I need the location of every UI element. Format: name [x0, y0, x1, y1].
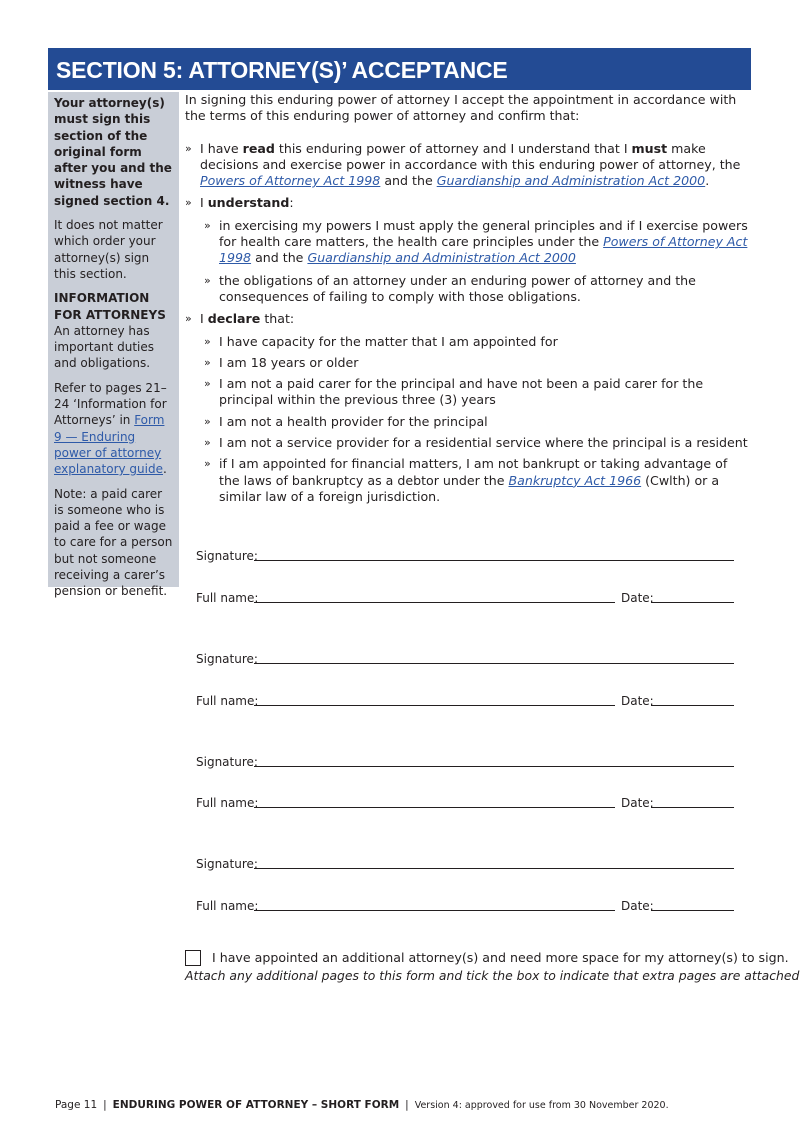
understand-item: » I understand:	[185, 195, 294, 211]
declare-subitem: » I am 18 years or older	[204, 354, 359, 370]
chevron-icon: »	[204, 334, 211, 348]
additional-attorney-label: I have appointed an additional attorney(s) and need more space for my attorney(s) to sign.	[212, 950, 789, 965]
version-text: Version 4: approved for use from 30 November 2020.	[414, 1100, 669, 1111]
fullname-field[interactable]: Full name: Date:	[196, 589, 734, 605]
sidebar-refer-note: Refer to pages 21–24 ‘Information for Attorneys’ in Form 9 — Enduring power of attorney explanatory guide.	[54, 380, 167, 477]
declare-item: » I declare that:	[185, 311, 295, 327]
date-label: Date:	[621, 591, 654, 605]
date-field[interactable]	[651, 807, 734, 808]
chevron-icon: »	[204, 273, 211, 287]
guardianship-act-link[interactable]: Guardianship and Administration Act 2000	[307, 250, 576, 266]
signature-field[interactable]: Signature:	[196, 650, 734, 666]
chevron-icon: »	[204, 218, 211, 232]
read-item: » I have read this enduring power of attorney and I understand that I must make decisions and exercise power in accordance with this enduring power of attorney, the Powers of Attorney Act 1998 and the Guardianship and Administration Act 2000.	[185, 140, 741, 189]
bankruptcy-act-link[interactable]: Bankruptcy Act 1966	[508, 472, 642, 488]
chevron-icon: »	[204, 414, 211, 428]
signature-field[interactable]: Signature:	[196, 753, 734, 769]
declare-subitem: » I am not a service provider for a residential service where the principal is a resident	[204, 435, 748, 451]
fullname-field[interactable]: Full name: Date:	[196, 897, 734, 913]
chevron-icon: »	[204, 457, 211, 471]
explanatory-guide-link[interactable]: Form 9 — Enduring power of attorney explanatory guide	[54, 413, 165, 477]
chevron-icon: »	[204, 355, 211, 369]
poa-act-link[interactable]: Powers of Attorney Act 1998	[200, 173, 381, 189]
declare-subitem: » I have capacity for the matter that I am appointed for	[204, 333, 558, 349]
date-field[interactable]	[651, 910, 734, 911]
sidebar-order-note: It does not matter which order your attorney(s) sign this section.	[54, 218, 163, 281]
date-field[interactable]	[651, 602, 734, 603]
declare-subitem: » I am not a health provider for the principal	[204, 413, 488, 429]
intro-text: In signing this enduring power of attorney I accept the appointment in accordance with the terms of this enduring power of attorney and confirm that:	[185, 92, 737, 124]
page-number: Page 11	[55, 1099, 98, 1111]
declare-subitem: » if I am appointed for financial matters, I am not bankrupt or taking advantage of the laws of bankruptcy as a debtor under the Bankruptcy Act 1966 (Cwlth) or a similar law of a foreign jurisdiction.	[204, 456, 728, 504]
declare-subitem: » I am not a paid carer for the principal and have not been a paid carer for the principal within the previous three (3) years	[204, 376, 704, 408]
guardianship-act-link[interactable]: Guardianship and Administration Act 2000	[436, 173, 706, 189]
footer-separator: |	[103, 1099, 107, 1111]
understand-subitem: » in exercising my powers I must apply the general principles and if I exercise powers for health care matters, the health care principles under the Powers of Attorney Act 1998 and the Guardianship and Administration Act 2000	[204, 217, 748, 266]
additional-attorney-checkbox[interactable]	[185, 950, 201, 966]
chevron-icon: »	[204, 436, 211, 450]
section-header	[48, 48, 751, 90]
signature-field[interactable]: Signature:	[196, 547, 734, 563]
sidebar-info-heading: INFORMATION FOR ATTORNEYS	[54, 291, 166, 322]
section-title: SECTION 5: ATTORNEY(S)’ ACCEPTANCE	[56, 57, 508, 83]
sidebar-notes	[48, 92, 179, 599]
date-label: Date:	[621, 796, 654, 810]
form-name: ENDURING POWER OF ATTORNEY – SHORT FORM	[112, 1099, 400, 1111]
sidebar-paid-carer-note: Note: a paid carer is someone who is paid a fee or wage to care for a person but not someone receiving a carer’s pension or benefit.	[54, 486, 173, 599]
poa-act-link[interactable]: Powers of Attorney Act 1998	[219, 234, 748, 266]
date-label: Date:	[621, 899, 654, 913]
chevron-icon: »	[185, 141, 192, 155]
fullname-field[interactable]: Full name: Date:	[196, 794, 734, 810]
signature-field[interactable]: Signature:	[196, 855, 734, 871]
understand-subitem: » the obligations of an attorney under an enduring power of attorney and the consequences of failing to comply with those obligations.	[204, 272, 696, 304]
footer-separator: |	[405, 1099, 409, 1111]
sidebar-instruction: Your attorney(s) must sign this section of the original form after you and the witness have signed section 4.	[54, 96, 172, 208]
fullname-field[interactable]: Full name: Date:	[196, 692, 734, 708]
acceptance-body	[185, 92, 750, 505]
chevron-icon: »	[204, 377, 211, 391]
sidebar-duties-note: An attorney has important duties and obligations.	[54, 323, 154, 371]
attach-pages-note: Attach any additional pages to this form and tick the box to indicate that extra pages are attached	[185, 968, 800, 983]
chevron-icon: »	[185, 312, 192, 326]
chevron-icon: »	[185, 196, 192, 210]
page-footer	[55, 1099, 669, 1111]
date-field[interactable]	[651, 705, 734, 706]
date-label: Date:	[621, 694, 654, 708]
